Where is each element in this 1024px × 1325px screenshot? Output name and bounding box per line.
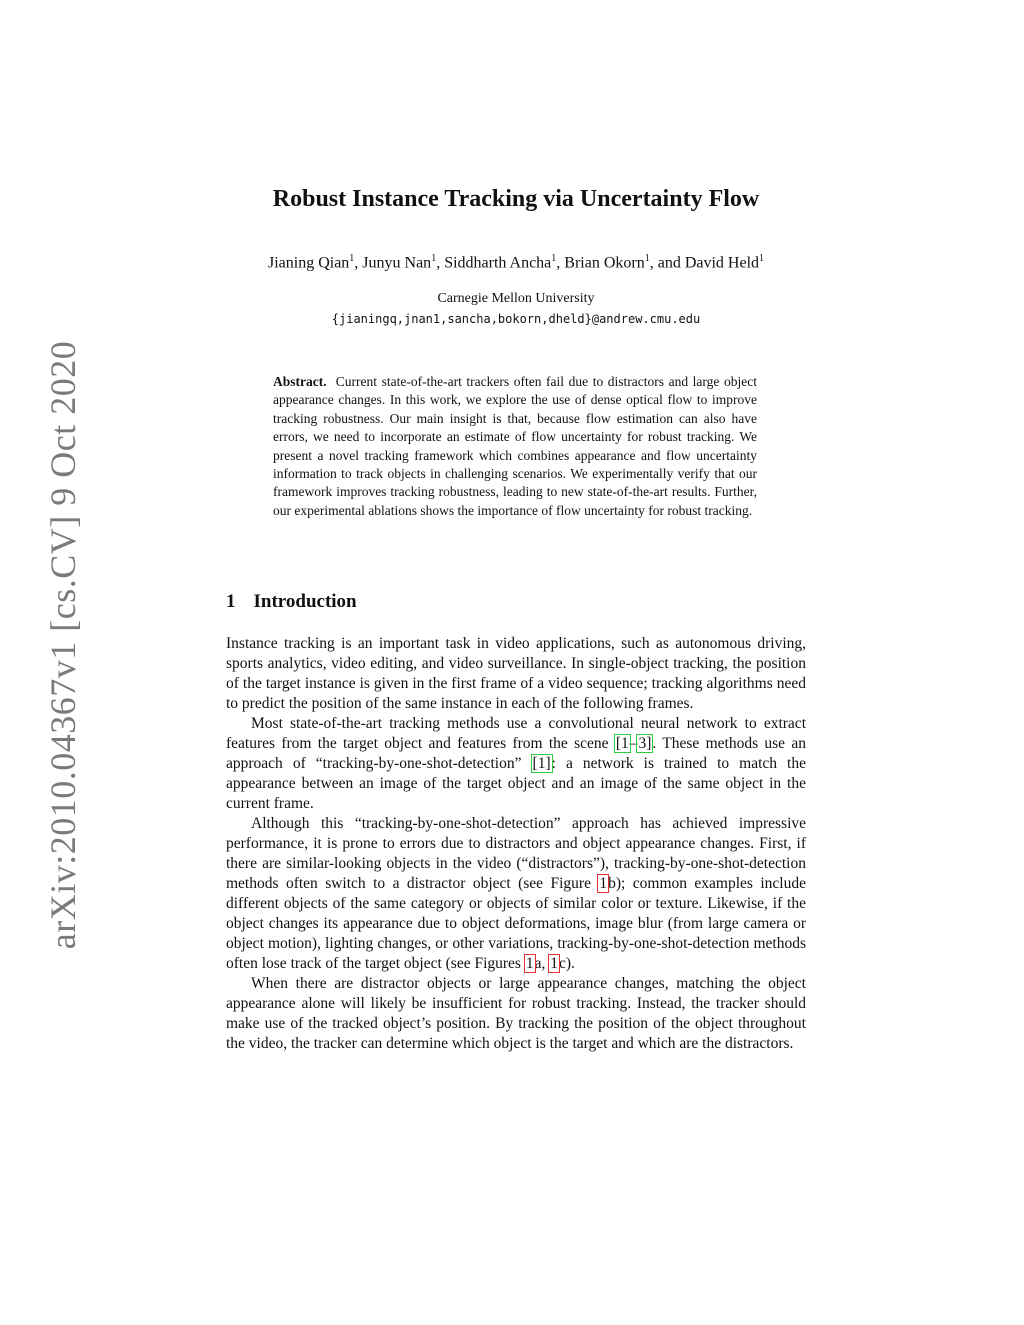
figure-link[interactable]: 1	[599, 875, 608, 892]
section-number: 1	[226, 591, 236, 612]
author: Brian Okorn	[564, 254, 645, 272]
author-separator: ,	[556, 254, 565, 272]
section-title: Introduction	[253, 591, 357, 612]
paragraph-text: c).	[559, 955, 575, 972]
paper-title: Robust Instance Tracking via Uncertainty Flow	[272, 186, 760, 212]
author-affil-mark: 1	[644, 253, 650, 264]
author-affil-mark: 1	[349, 253, 355, 264]
author-affil-mark: 1	[551, 253, 557, 264]
affiliation-block	[226, 289, 806, 329]
figure-link[interactable]: 1	[550, 955, 558, 972]
paragraph: When there are distractor objects or large appearance changes, matching the object appearance alone will likely be insufficient for robust tracking. Instead, the tracker should make use of the tracked object’s position. By tracking the position of the object throughout the video, the tracker can determine which object is the target and which are the distractors.	[226, 975, 806, 1052]
affiliation: Carnegie Mellon University	[437, 291, 595, 306]
author: David Held	[684, 254, 760, 272]
author: Jianing Qian	[267, 254, 350, 272]
author-separator: , and	[649, 254, 685, 272]
paragraph	[226, 714, 806, 814]
abstract-text: Current state-of-the-art trackers often fail due to distractors and large object appearance changes. In this work, we explore the use of dense optical flow to improve tracking robustness. Our main insight is that, because flow estimation can also have errors, we need to incorporate an estimate of flow uncertainty for robust tracking. We present a novel tracking framework which combines appearance and flow uncertainty information to track objects in challenging scenarios. We experimentally verify that our framework improves tracking robustness, leading to new state-of-the-art results. Further, our experimental ablations shows the importance of flow uncertainty for robust tracking.	[273, 374, 757, 518]
author: Junyu Nan	[362, 254, 432, 272]
abstract	[273, 373, 757, 520]
paragraph-text: a,	[534, 955, 550, 972]
paragraph-text: Although this “tracking-by-one-shot-detection” approach has achieved impressive performance, it is prone to errors due to distractors and object appearance changes. First, if there are similar-looking objects in the video (“distractors”), tracking-by-one-shot-detection methods often switch to a distractor object (see Figure	[226, 815, 806, 892]
author-separator: ,	[354, 254, 363, 272]
author-emails: {jianingq,jnan1,sancha,bokorn,dheld}@andrew.cmu.edu	[331, 312, 701, 326]
paragraph-text: Most state-of-the-art tracking methods use a convolutional neural network to extract features from the target object and features from the scene	[226, 715, 806, 752]
arxiv-stamp: arXiv:2010.04367v1 [cs.CV] 9 Oct 2020	[43, 340, 83, 950]
author-list	[226, 253, 806, 272]
citation-link[interactable]: 3]	[638, 735, 652, 752]
paragraph-text: : a network is trained to match the appearance between an image of the target object and an image of the same object in the current frame.	[226, 755, 806, 812]
author-affil-mark: 1	[759, 253, 765, 264]
section-body	[226, 634, 806, 1054]
author-affil-mark: 1	[431, 253, 437, 264]
abstract-label: Abstract.	[273, 374, 327, 389]
citation-link[interactable]: [1]	[532, 755, 551, 772]
paragraph-text: b); common examples include different objects of the same category or objects of similar color or texture. Likewise, if the object changes its appearance due to object deformations, image blur (from large camera or object motion), lighting changes, or other variations, tracking-by-one-shot-detection methods often lose track of the target object (see Figures	[226, 875, 806, 972]
citation-link[interactable]: [1	[615, 735, 629, 752]
author-separator: ,	[436, 254, 445, 272]
citation-number: 1	[620, 735, 629, 752]
citation-dash: –	[629, 735, 638, 752]
author: Siddharth Ancha	[444, 254, 552, 272]
citation-number: 3	[638, 735, 647, 752]
section-heading	[226, 591, 357, 613]
citation-number: 1	[537, 755, 546, 772]
figure-link[interactable]: 1	[525, 955, 534, 972]
paragraph	[226, 814, 806, 974]
paragraph: Instance tracking is an important task in video applications, such as autonomous driving, sports analytics, video editing, and video surveillance. In single-object tracking, the position of the target instance is given in the first frame of a video sequence; tracking algorithms need to predict the position of the same instance in each of the following frames.	[226, 635, 806, 712]
paragraph-text: . These methods use an approach of “tracking-by-one-shot-detection”	[226, 735, 806, 772]
